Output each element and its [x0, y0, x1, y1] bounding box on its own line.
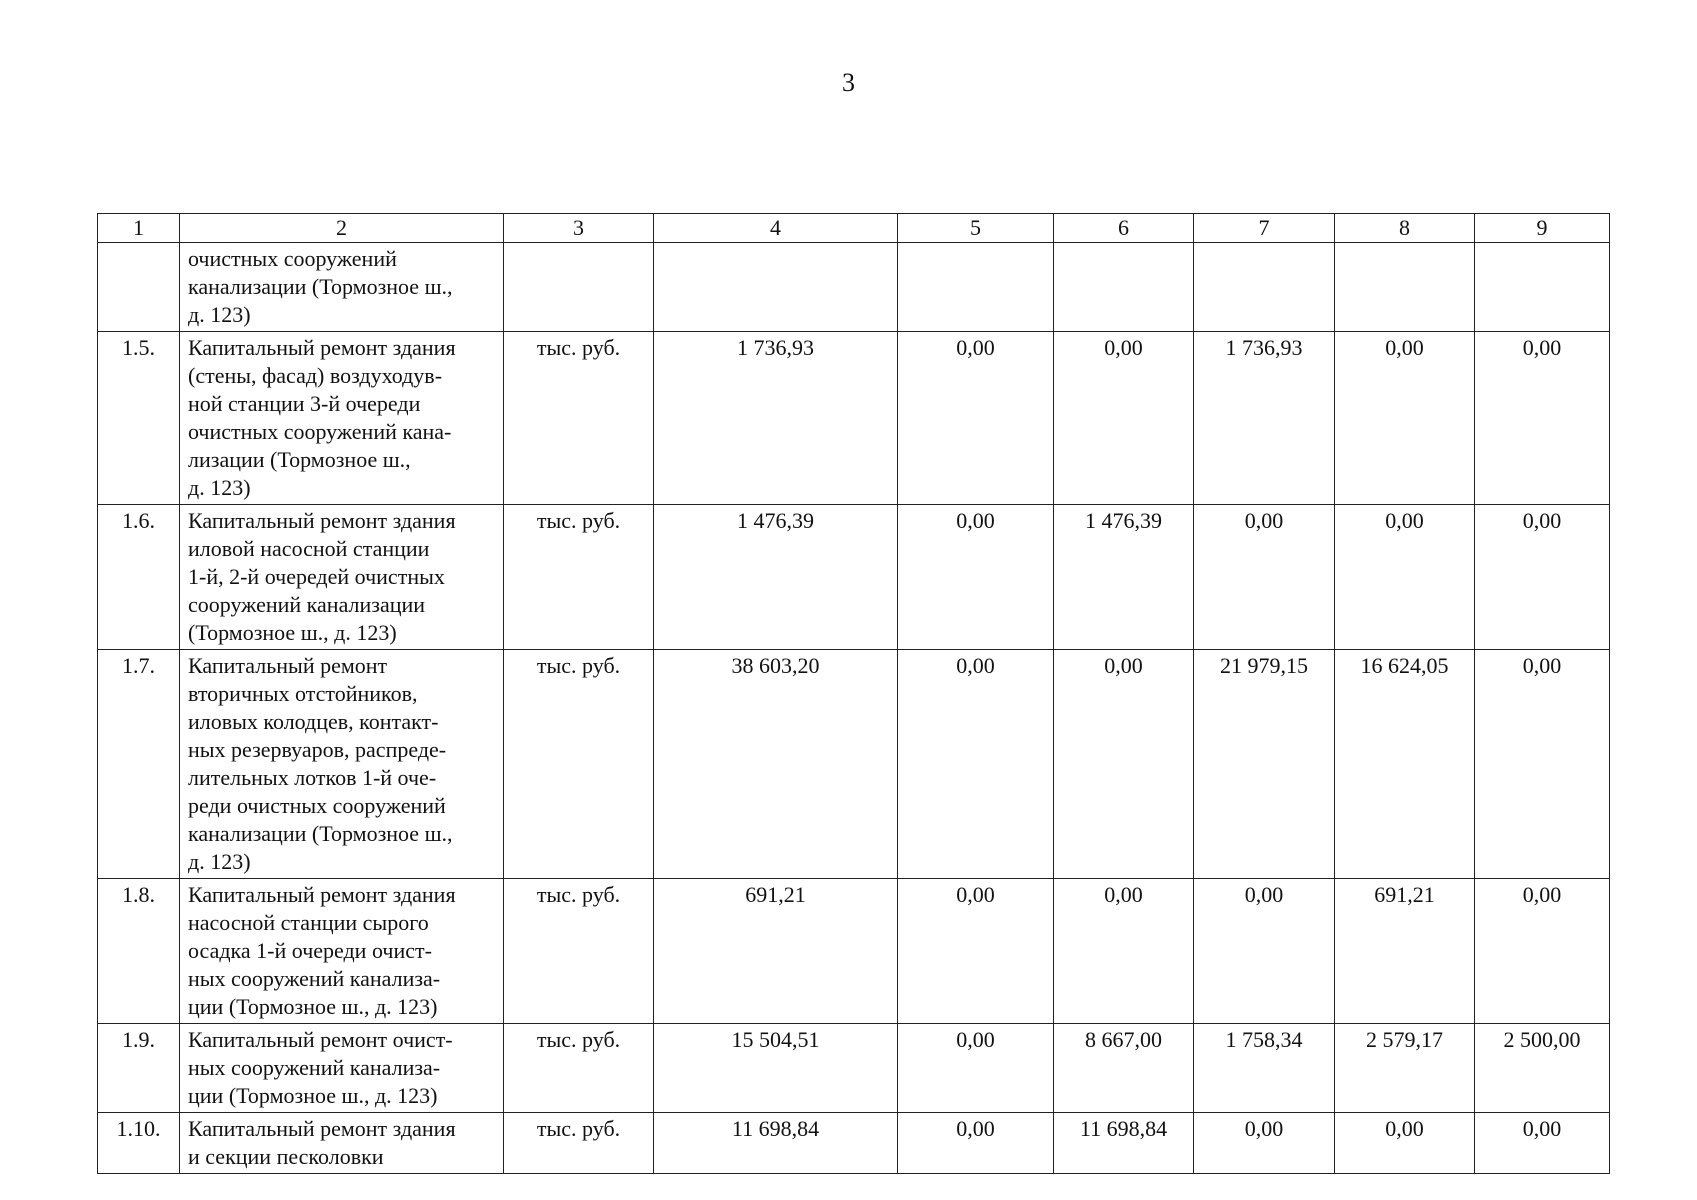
header-cell: 7: [1194, 214, 1335, 243]
row-description: [180, 879, 504, 1024]
value-cell-col8: 0,00: [1335, 1113, 1475, 1174]
header-cell: 3: [504, 214, 654, 243]
value-cell-col5: 0,00: [898, 650, 1054, 879]
value-cell-col7: 1 736,93: [1194, 332, 1335, 505]
value-cell-col9: 0,00: [1475, 505, 1610, 650]
row-description: [180, 1024, 504, 1113]
value-cell-col4: 1 476,39: [654, 505, 898, 650]
header-cell: 6: [1054, 214, 1194, 243]
value-cell-col4: 691,21: [654, 879, 898, 1024]
row-unit: тыс. руб.: [504, 332, 654, 505]
header-cell: 5: [898, 214, 1054, 243]
value-cell-col5: 0,00: [898, 1024, 1054, 1113]
row-unit: тыс. руб.: [504, 1024, 654, 1113]
description-line: канализации (Тормозное ш.,: [188, 274, 453, 299]
value-cell-col7: 1 758,34: [1194, 1024, 1335, 1113]
table-row: [98, 879, 1610, 1024]
value-cell-col7: 0,00: [1194, 505, 1335, 650]
row-description: [180, 1113, 504, 1174]
row-description: [180, 650, 504, 879]
table-row-continuation: [98, 243, 1610, 332]
description-line: осадка 1-й очереди очист-: [188, 938, 432, 963]
header-cell: 1: [98, 214, 180, 243]
value-cell-col8: 0,00: [1335, 505, 1475, 650]
table-body: [98, 243, 1610, 1174]
value-cell-col6: [1054, 243, 1194, 332]
description-line: канализации (Тормозное ш.,: [188, 821, 453, 846]
row-number: 1.5.: [98, 332, 180, 505]
description-line: и секции песколовки: [188, 1144, 384, 1169]
value-cell-col6: 0,00: [1054, 879, 1194, 1024]
page-number: 3: [842, 68, 855, 97]
description-line: лительных лотков 1-й оче-: [188, 765, 437, 790]
description-line: ции (Тормозное ш., д. 123): [188, 1083, 438, 1108]
description-line: Капитальный ремонт здания: [188, 335, 456, 360]
value-cell-col5: 0,00: [898, 879, 1054, 1024]
value-cell-col9: 0,00: [1475, 650, 1610, 879]
header-cell: 8: [1335, 214, 1475, 243]
header-row: [98, 214, 1610, 243]
value-cell-col6: 11 698,84: [1054, 1113, 1194, 1174]
description-line: ных сооружений канализа-: [188, 966, 441, 991]
value-cell-col7: 0,00: [1194, 879, 1335, 1024]
description-line: Капитальный ремонт здания: [188, 508, 456, 533]
value-cell-col7: [1194, 243, 1335, 332]
value-cell-col9: 0,00: [1475, 1113, 1610, 1174]
value-cell-col9: 2 500,00: [1475, 1024, 1610, 1113]
description-line: Капитальный ремонт здания: [188, 882, 456, 907]
description-line: иловых колодцев, контакт-: [188, 709, 439, 734]
table-row: [98, 1024, 1610, 1113]
description-line: ных сооружений канализа-: [188, 1055, 441, 1080]
description-line: д. 123): [188, 302, 251, 327]
description-line: 1-й, 2-й очередей очистных: [188, 564, 445, 589]
row-unit: тыс. руб.: [504, 1113, 654, 1174]
table-row: [98, 505, 1610, 650]
description-line: насосной станции сырого: [188, 910, 429, 935]
value-cell-col4: [654, 243, 898, 332]
value-cell-col6: 8 667,00: [1054, 1024, 1194, 1113]
value-cell-col5: 0,00: [898, 505, 1054, 650]
value-cell-col8: 2 579,17: [1335, 1024, 1475, 1113]
table-row: [98, 1113, 1610, 1174]
value-cell-col9: 0,00: [1475, 332, 1610, 505]
table-row: [98, 332, 1610, 505]
row-number: [98, 243, 180, 332]
value-cell-col5: 0,00: [898, 1113, 1054, 1174]
row-number: 1.6.: [98, 505, 180, 650]
row-number: 1.10.: [98, 1113, 180, 1174]
row-description: [180, 505, 504, 650]
value-cell-col9: [1475, 243, 1610, 332]
description-line: ной станции 3-й очереди: [188, 391, 421, 416]
description-line: (Тормозное ш., д. 123): [188, 620, 397, 645]
value-cell-col8: 691,21: [1335, 879, 1475, 1024]
value-cell-col8: 0,00: [1335, 332, 1475, 505]
value-cell-col8: 16 624,05: [1335, 650, 1475, 879]
value-cell-col7: 21 979,15: [1194, 650, 1335, 879]
row-number: 1.8.: [98, 879, 180, 1024]
header-cell: 2: [180, 214, 504, 243]
description-line: очистных сооружений: [188, 246, 397, 271]
value-cell-col4: 11 698,84: [654, 1113, 898, 1174]
value-cell-col4: 1 736,93: [654, 332, 898, 505]
description-line: ции (Тормозное ш., д. 123): [188, 994, 438, 1019]
description-line: Капитальный ремонт очист-: [188, 1027, 453, 1052]
budget-table: [97, 213, 1610, 1174]
description-line: д. 123): [188, 849, 251, 874]
description-line: ных резервуаров, распреде-: [188, 737, 447, 762]
row-description: [180, 332, 504, 505]
description-line: реди очистных сооружений: [188, 793, 446, 818]
value-cell-col4: 15 504,51: [654, 1024, 898, 1113]
row-unit: тыс. руб.: [504, 879, 654, 1024]
description-line: вторичных отстойников,: [188, 681, 418, 706]
description-line: сооружений канализации: [188, 592, 426, 617]
row-unit: тыс. руб.: [504, 650, 654, 879]
row-number: 1.9.: [98, 1024, 180, 1113]
description-line: д. 123): [188, 475, 251, 500]
value-cell-col5: [898, 243, 1054, 332]
row-number: 1.7.: [98, 650, 180, 879]
description-line: очистных сооружений кана-: [188, 419, 452, 444]
value-cell-col9: 0,00: [1475, 879, 1610, 1024]
description-line: (стены, фасад) воздуходув-: [188, 363, 443, 388]
row-unit: [504, 243, 654, 332]
description-line: иловой насосной станции: [188, 536, 430, 561]
table-row: [98, 650, 1610, 879]
description-line: Капитальный ремонт здания: [188, 1116, 456, 1141]
header-cell: 9: [1475, 214, 1610, 243]
row-unit: тыс. руб.: [504, 505, 654, 650]
value-cell-col8: [1335, 243, 1475, 332]
value-cell-col6: 0,00: [1054, 332, 1194, 505]
value-cell-col6: 0,00: [1054, 650, 1194, 879]
header-cell: 4: [654, 214, 898, 243]
row-description: [180, 243, 504, 332]
value-cell-col7: 0,00: [1194, 1113, 1335, 1174]
value-cell-col6: 1 476,39: [1054, 505, 1194, 650]
description-line: Капитальный ремонт: [188, 653, 388, 678]
value-cell-col4: 38 603,20: [654, 650, 898, 879]
description-line: лизации (Тормозное ш.,: [188, 447, 411, 472]
value-cell-col5: 0,00: [898, 332, 1054, 505]
